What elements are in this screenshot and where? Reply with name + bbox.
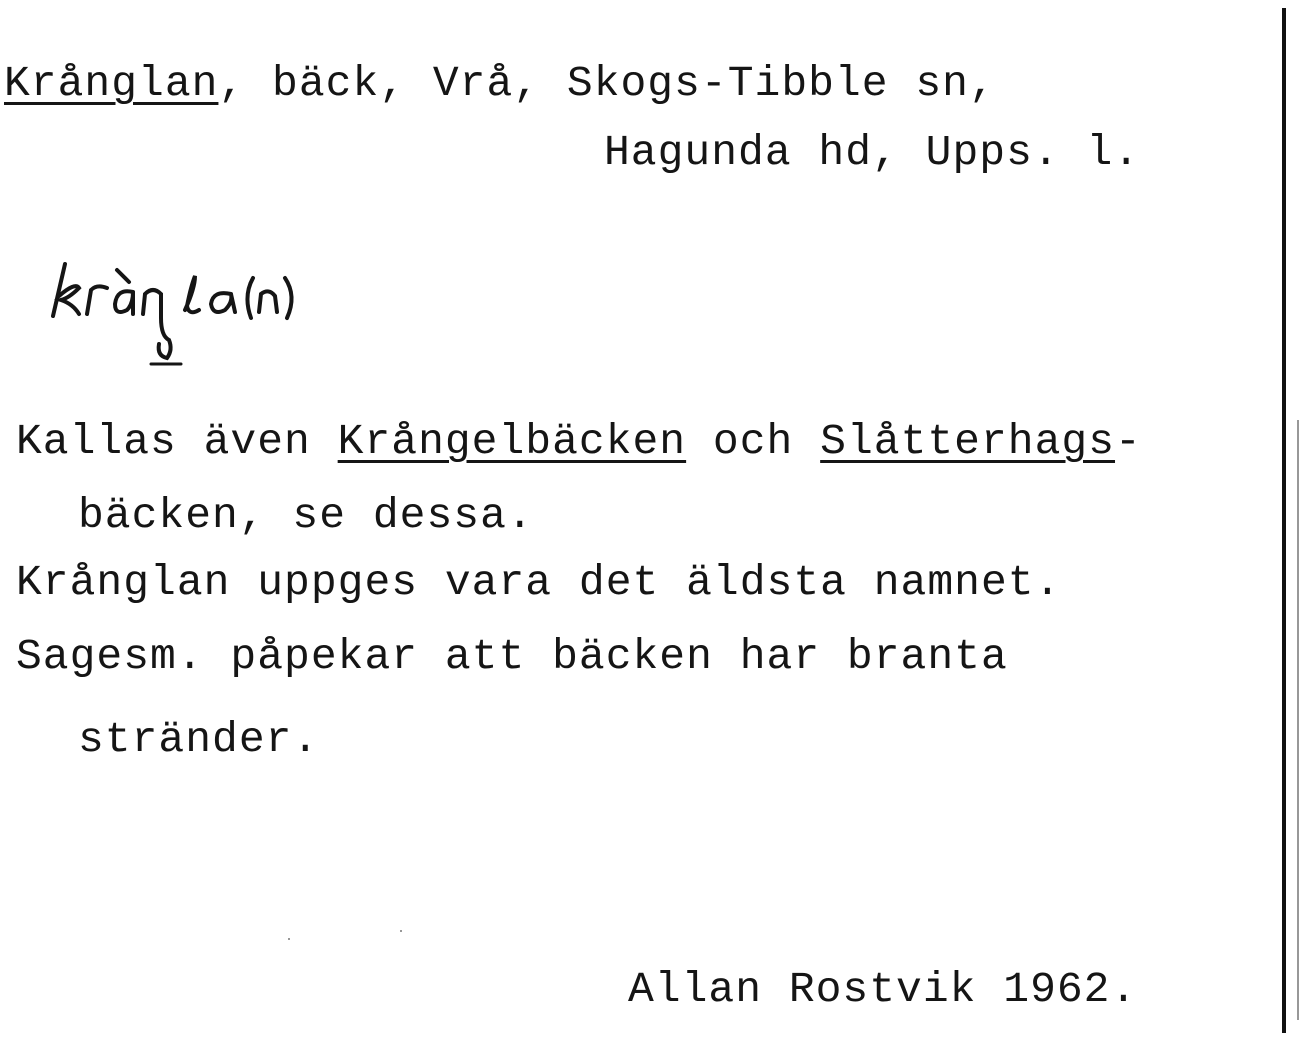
handwritten-pronunciation bbox=[45, 248, 345, 378]
reference-krangelbacken: Krångelbäcken bbox=[337, 417, 687, 466]
header-line-2: Hagunda hd, Upps. l. bbox=[604, 128, 1141, 177]
body-line-5: stränder. bbox=[78, 715, 320, 764]
place-description: , bäck, Vrå, Skogs-Tibble sn, bbox=[218, 59, 996, 108]
card-edge-line bbox=[1282, 8, 1286, 1033]
paper-speck bbox=[400, 930, 402, 932]
paper-speck bbox=[288, 938, 290, 940]
body-line-2: bäcken, se dessa. bbox=[78, 491, 534, 540]
hyphen: - bbox=[1115, 417, 1142, 466]
body-line-1 bbox=[16, 417, 1142, 466]
body-line-1-prefix: Kallas även bbox=[16, 417, 338, 466]
place-name: Krånglan bbox=[4, 59, 219, 108]
reference-slatterhags: Slåtterhags bbox=[820, 417, 1116, 466]
body-line-3: Krånglan uppges vara det äldsta namnet. bbox=[16, 558, 1062, 607]
card-edge-shadow bbox=[1297, 420, 1299, 1020]
body-line-4: Sagesm. påpekar att bäcken har branta bbox=[16, 632, 1008, 681]
body-line-1-conjunction: och bbox=[686, 417, 821, 466]
header-line-1 bbox=[4, 59, 996, 108]
signature: Allan Rostvik 1962. bbox=[628, 965, 1138, 1014]
